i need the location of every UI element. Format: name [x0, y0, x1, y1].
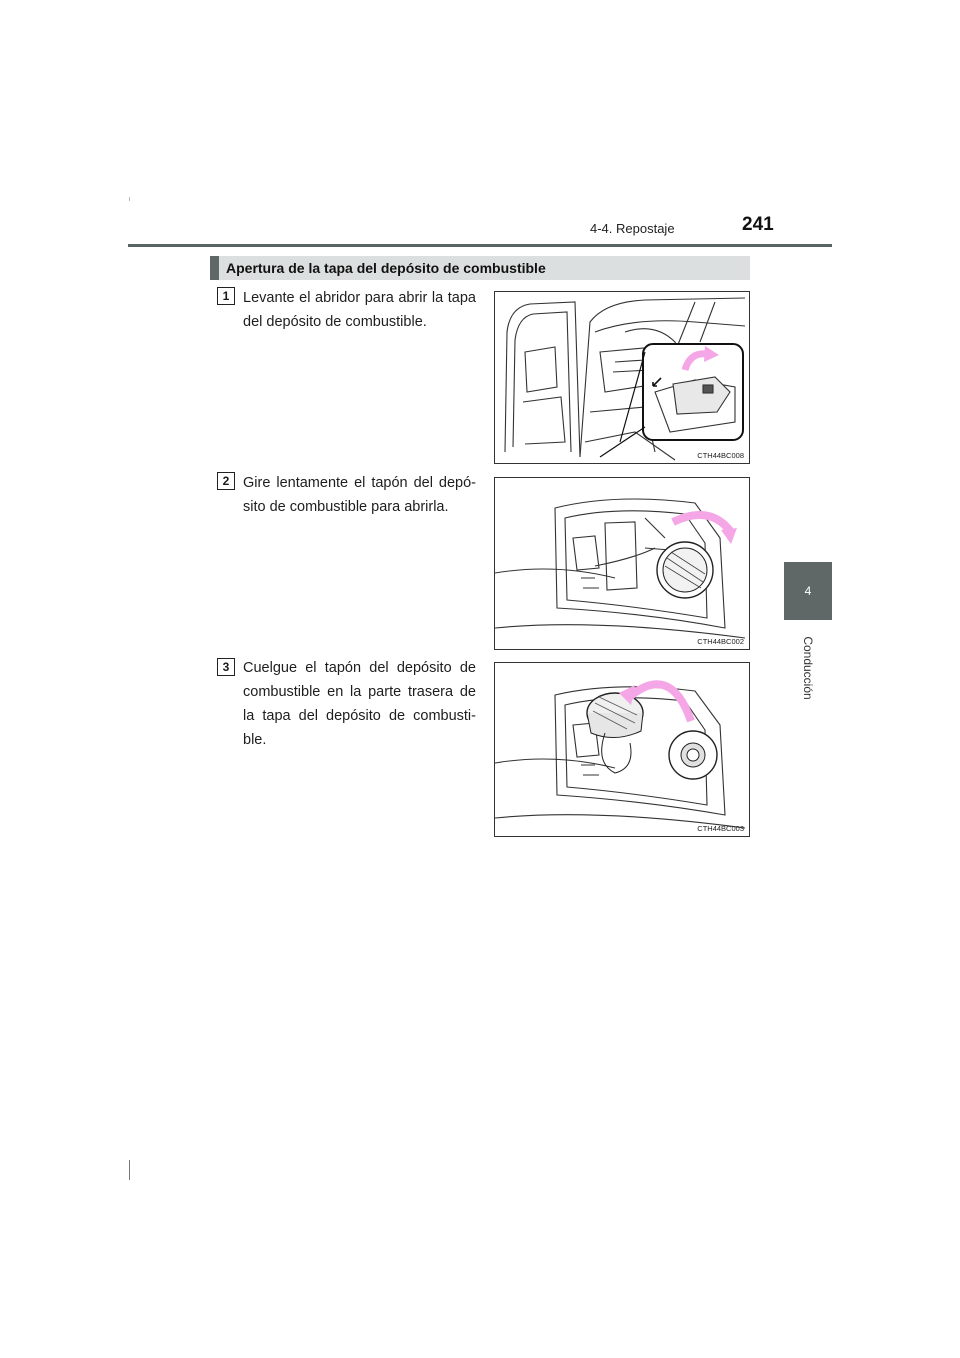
header-rule — [128, 244, 832, 247]
step-number-1: 1 — [217, 287, 235, 305]
figure-fuel-cap-turn — [494, 477, 750, 650]
crop-mark — [129, 197, 130, 201]
step-text-1: Levante el abridor para abrir la tapa del depósito de combustible. — [243, 290, 476, 330]
chapter-title: Conducción — [801, 636, 815, 700]
figure-code-3: CTH44BC003 — [697, 824, 744, 833]
figure-code-2: CTH44BC002 — [697, 637, 744, 646]
chapter-number: 4 — [804, 584, 812, 598]
figure-fuel-door-opener — [494, 291, 750, 464]
step-number-2: 2 — [217, 472, 235, 490]
crop-mark — [129, 1160, 130, 1180]
chapter-tab[interactable] — [784, 562, 832, 620]
page-number: 241 — [742, 214, 774, 235]
fuel-cap-turn-illustration-icon — [495, 478, 750, 650]
step-text-3: Cuelgue el tapón del depósito de combustible en la parte trasera de la tapa del depósito de combusti-ble. — [243, 660, 476, 748]
figure-fuel-cap-hang — [494, 662, 750, 837]
header-section-title: 4-4. Repostaje — [590, 221, 675, 236]
figure-code-1: CTH44BC008 — [697, 451, 744, 460]
fuel-cap-hang-illustration-icon — [495, 663, 750, 837]
section-heading-bar — [210, 256, 750, 280]
chapter-label — [784, 628, 832, 708]
section-accent — [210, 256, 219, 280]
fuel-door-opener-illustration-icon — [495, 292, 750, 464]
step-number-3: 3 — [217, 658, 235, 676]
section-title: Apertura de la tapa del depósito de combustible — [226, 260, 546, 276]
step-text-2: Gire lentamente el tapón del depó-sito de combustible para abrirla. — [243, 475, 476, 515]
